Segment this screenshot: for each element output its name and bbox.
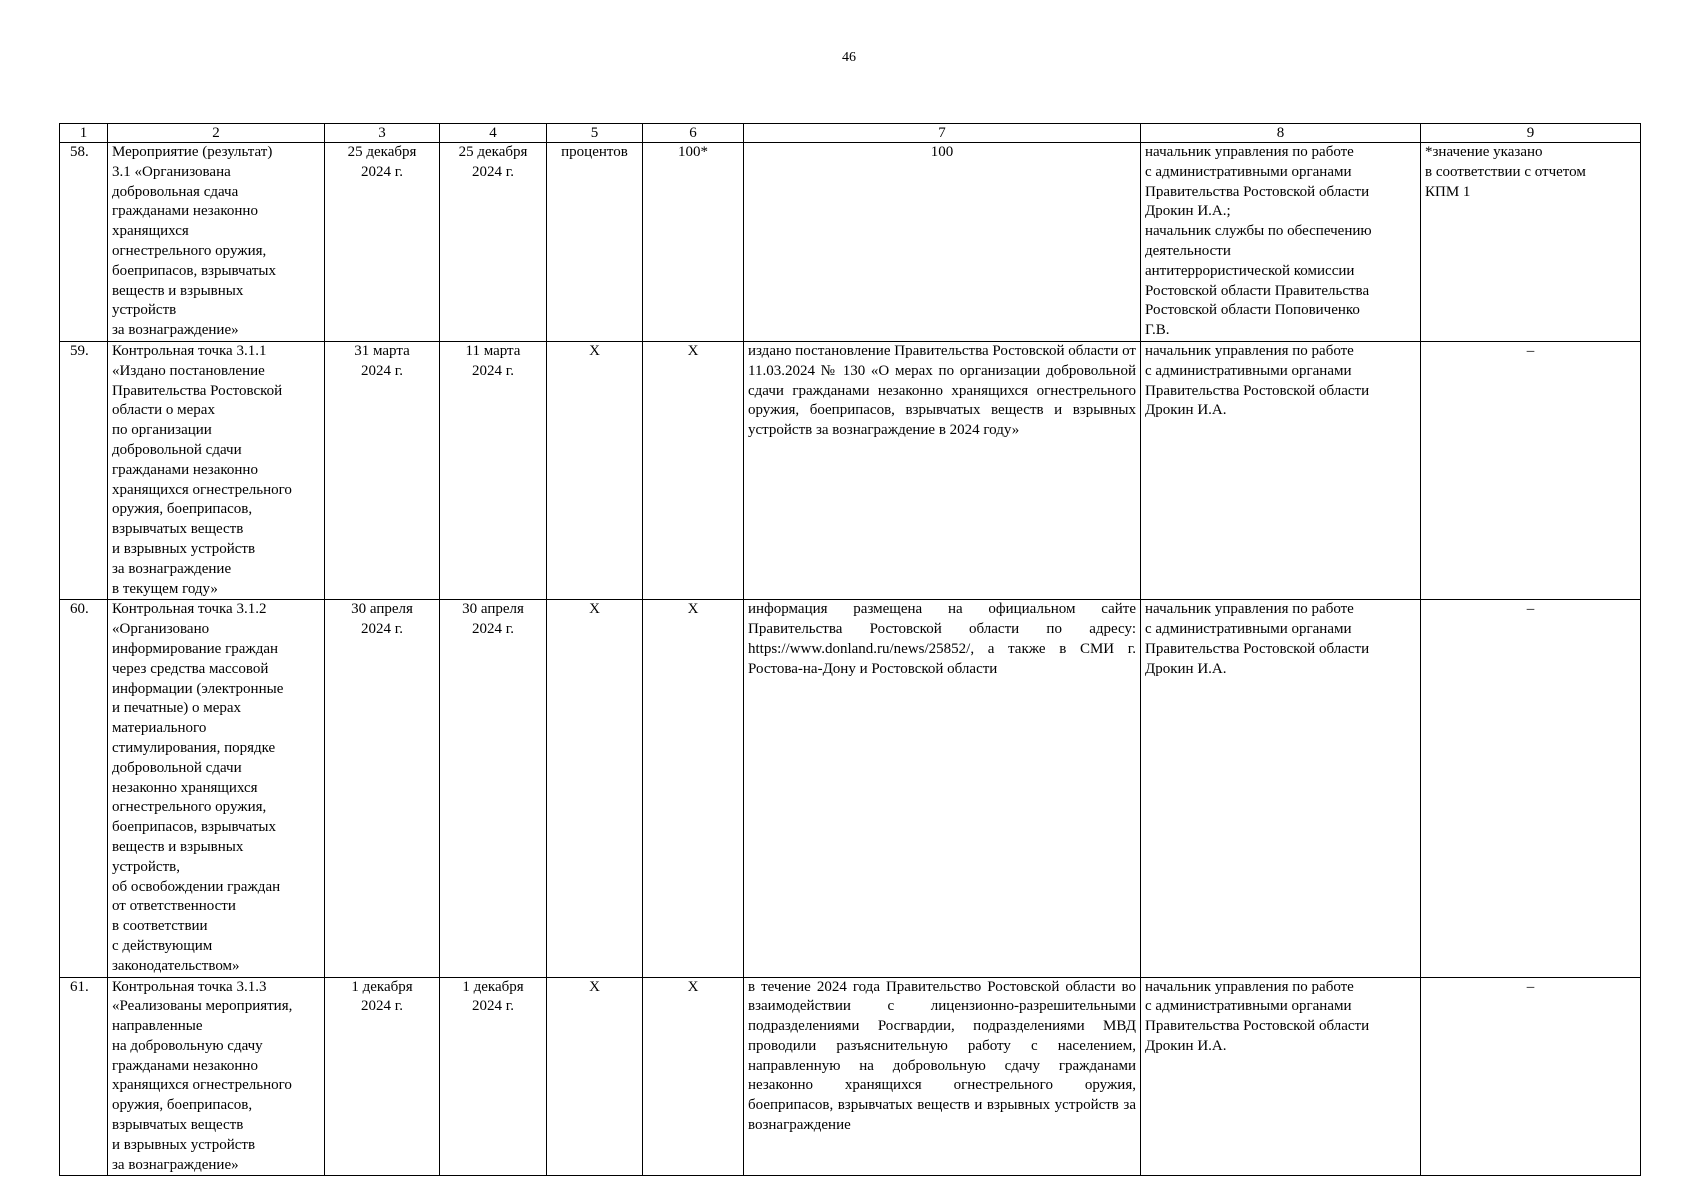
table-row: [60, 342, 1641, 600]
result-text: в течение 2024 года Правительство Ростовской области во взаимодействии с лицензионно-разрешительными подразделениями Росгвардии, подразделениями МВД проводили разъяснительную работу с населением, направленную на добровольную сдачу гражданами незаконно хранящихся огнестрельного оружия, боеприпасов, взрывчатых веществ и взрывных устройств за вознаграждение: [744, 977, 1141, 1176]
plan-date: 31 марта 2024 г.: [325, 342, 440, 600]
event-name: Контрольная точка 3.1.2 «Организовано информирование граждан через средства массовой информации (электронные и печатные) о мерах материального стимулирования, порядке добровольной сдачи незаконно хранящихся огнестрельного оружия, боеприпасов, взрывчатых веществ и взрывных устройств, об освобождении граждан от ответственности в соответствии с действующим законодательством»: [108, 600, 325, 977]
row-number: 59.: [60, 342, 108, 600]
column-number: 4: [440, 124, 547, 143]
plan-value: 100*: [643, 143, 744, 342]
table-row: [60, 977, 1641, 1176]
column-number: 8: [1141, 124, 1421, 143]
responsible: начальник управления по работе с административными органами Правительства Ростовской области Дрокин И.А.: [1141, 600, 1421, 977]
plan-date: 1 декабря 2024 г.: [325, 977, 440, 1176]
plan-value: X: [643, 977, 744, 1176]
fact-date: 25 декабря 2024 г.: [440, 143, 547, 342]
column-number: 6: [643, 124, 744, 143]
page-number: 46: [842, 50, 856, 65]
plan-value: X: [643, 342, 744, 600]
responsible: начальник управления по работе с административными органами Правительства Ростовской области Дрокин И.А.: [1141, 977, 1421, 1176]
report-table: [59, 123, 1641, 1176]
unit: X: [547, 342, 643, 600]
result-text: информация размещена на официальном сайте Правительства Ростовской области по адресу: https://www.donland.ru/news/25852/, а также в СМИ г. Ростова-на-Дону и Ростовской области: [744, 600, 1141, 977]
column-number: 1: [60, 124, 108, 143]
row-number: 60.: [60, 600, 108, 977]
event-name: Контрольная точка 3.1.3 «Реализованы мероприятия, направленные на добровольную сдачу гражданами незаконно хранящихся огнестрельного оружия, боеприпасов, взрывчатых веществ и взрывных устройств за вознаграждение»: [108, 977, 325, 1176]
result-text: 100: [744, 143, 1141, 342]
column-number: 2: [108, 124, 325, 143]
event-name: Контрольная точка 3.1.1 «Издано постановление Правительства Ростовской области о мерах по организации добровольной сдачи гражданами незаконно хранящихся огнестрельного оружия, боеприпасов, взрывчатых веществ и взрывных устройств за вознаграждение в текущем году»: [108, 342, 325, 600]
column-number: 3: [325, 124, 440, 143]
fact-date: 1 декабря 2024 г.: [440, 977, 547, 1176]
unit: процентов: [547, 143, 643, 342]
responsible: начальник управления по работе с административными органами Правительства Ростовской области Дрокин И.А.; начальник службы по обеспечению деятельности антитеррористической комиссии Ростовской области Правительства Ростовской области Поповиченко Г.В.: [1141, 143, 1421, 342]
column-number-row: [60, 124, 1641, 143]
table-row: [60, 600, 1641, 977]
note: *значение указано в соответствии с отчетом КПМ 1: [1421, 143, 1641, 342]
column-number: 7: [744, 124, 1141, 143]
table-row: [60, 143, 1641, 342]
plan-value: X: [643, 600, 744, 977]
fact-date: 30 апреля 2024 г.: [440, 600, 547, 977]
column-number: 5: [547, 124, 643, 143]
responsible: начальник управления по работе с административными органами Правительства Ростовской области Дрокин И.А.: [1141, 342, 1421, 600]
fact-date: 11 марта 2024 г.: [440, 342, 547, 600]
plan-date: 25 декабря 2024 г.: [325, 143, 440, 342]
unit: X: [547, 977, 643, 1176]
column-number: 9: [1421, 124, 1641, 143]
note: –: [1421, 342, 1641, 600]
note: –: [1421, 600, 1641, 977]
note: –: [1421, 977, 1641, 1176]
plan-date: 30 апреля 2024 г.: [325, 600, 440, 977]
unit: X: [547, 600, 643, 977]
event-name: Мероприятие (результат) 3.1 «Организована добровольная сдача гражданами незаконно хранящихся огнестрельного оружия, боеприпасов, взрывчатых веществ и взрывных устройств за вознаграждение»: [108, 143, 325, 342]
row-number: 61.: [60, 977, 108, 1176]
row-number: 58.: [60, 143, 108, 342]
result-text: издано постановление Правительства Ростовской области от 11.03.2024 № 130 «О мерах по организации добровольной сдачи гражданами незаконно хранящихся огнестрельного оружия, боеприпасов, взрывчатых веществ и взрывных устройств за вознаграждение в 2024 году»: [744, 342, 1141, 600]
